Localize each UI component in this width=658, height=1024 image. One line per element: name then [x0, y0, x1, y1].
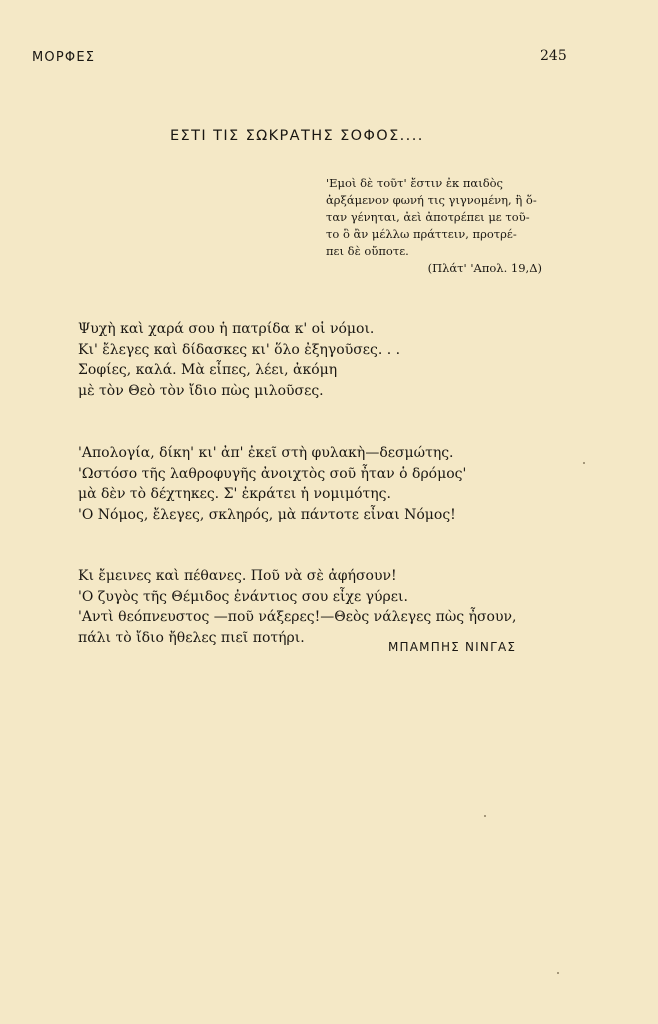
epigraph-line: 'Εμοὶ δὲ τοῦτ' ἔστιν ἐκ παιδὸς — [326, 176, 503, 190]
verse-line: 'Ο Νόμος, ἔλεγες, σκληρός, μὰ πάντοτε εἶναι Νόμος! — [78, 506, 456, 523]
running-header: ΜΟΡΦΕΣ — [32, 50, 96, 65]
paper-speck — [583, 462, 585, 464]
epigraph-line: πει δὲ οὔποτε. — [326, 244, 409, 258]
verse-line: 'Ο ζυγὸς τῆς Θέμιδος ἐνάντιος σου εἶχε γύρει. — [78, 588, 408, 605]
epigraph-line: ἀρξάμενον φωνή τις γιγνομένη, ἣ ὅ- — [326, 193, 537, 207]
verse-line: 'Απολογία, δίκη' κι' ἀπ' ἐκεῖ στὴ φυλακὴ—δεσμώτης. — [78, 445, 454, 461]
epigraph-line: ταν γένηται, ἀεὶ ἀποτρέπει με τοῦ- — [326, 210, 530, 224]
author-signature: ΜΠΑΜΠΗΣ ΝΙΝΓΑΣ — [388, 640, 517, 654]
verse-line: πάλι τὸ ἴδιο ἤθελες πιεῖ ποτήρι. — [78, 629, 305, 646]
verse-line: Σοφίες, καλά. Μὰ εἶπες, λέει, ἀκόμη — [78, 362, 338, 378]
epigraph-line: το ὃ ἂν μέλλω πράττειν, προτρέ- — [326, 227, 517, 241]
verse-line: 'Ωστόσο τῆς λαθροφυγῆς ἀνοιχτὸς σοῦ ἦταν ὁ δρόμος' — [78, 465, 467, 482]
stanza-2 — [78, 443, 466, 525]
poem-title: ΕΣΤΙ ΤΙΣ ΣΩΚΡΑΤΗΣ ΣΟΦΟΣ.... — [170, 128, 424, 144]
epigraph — [326, 175, 558, 277]
stanza-3 — [78, 566, 516, 648]
epigraph-citation: (Πλάτ' 'Απολ. 19,Δ) — [427, 261, 542, 275]
verse-line: 'Αντὶ θεόπνευστος —ποῦ νάξερες!—Θεὸς νάλεγες πὼς ἦσουν, — [78, 609, 517, 625]
paper-speck — [484, 815, 486, 817]
paper-speck — [557, 972, 559, 974]
verse-line: Κι' ἔλεγες καὶ δίδασκες κι' ὅλο ἐξηγοῦσες. . . — [78, 341, 401, 358]
verse-line: μὲ τὸν Θεὸ τὸν ἴδιο πὼς μιλοῦσες. — [78, 382, 324, 399]
verse-line: Κι ἔμεινες καὶ πέθανες. Ποῦ νὰ σὲ ἀφήσουν! — [78, 568, 397, 584]
stanza-1 — [78, 319, 400, 401]
page-number: 245 — [540, 48, 567, 64]
verse-line: Ψυχὴ καὶ χαρά σου ἡ πατρίδα κ' οἱ νόμοι. — [78, 321, 375, 337]
verse-line: μὰ δὲν τὸ δέχτηκες. Σ' ἐκράτει ἡ νομιμότης. — [78, 486, 391, 502]
